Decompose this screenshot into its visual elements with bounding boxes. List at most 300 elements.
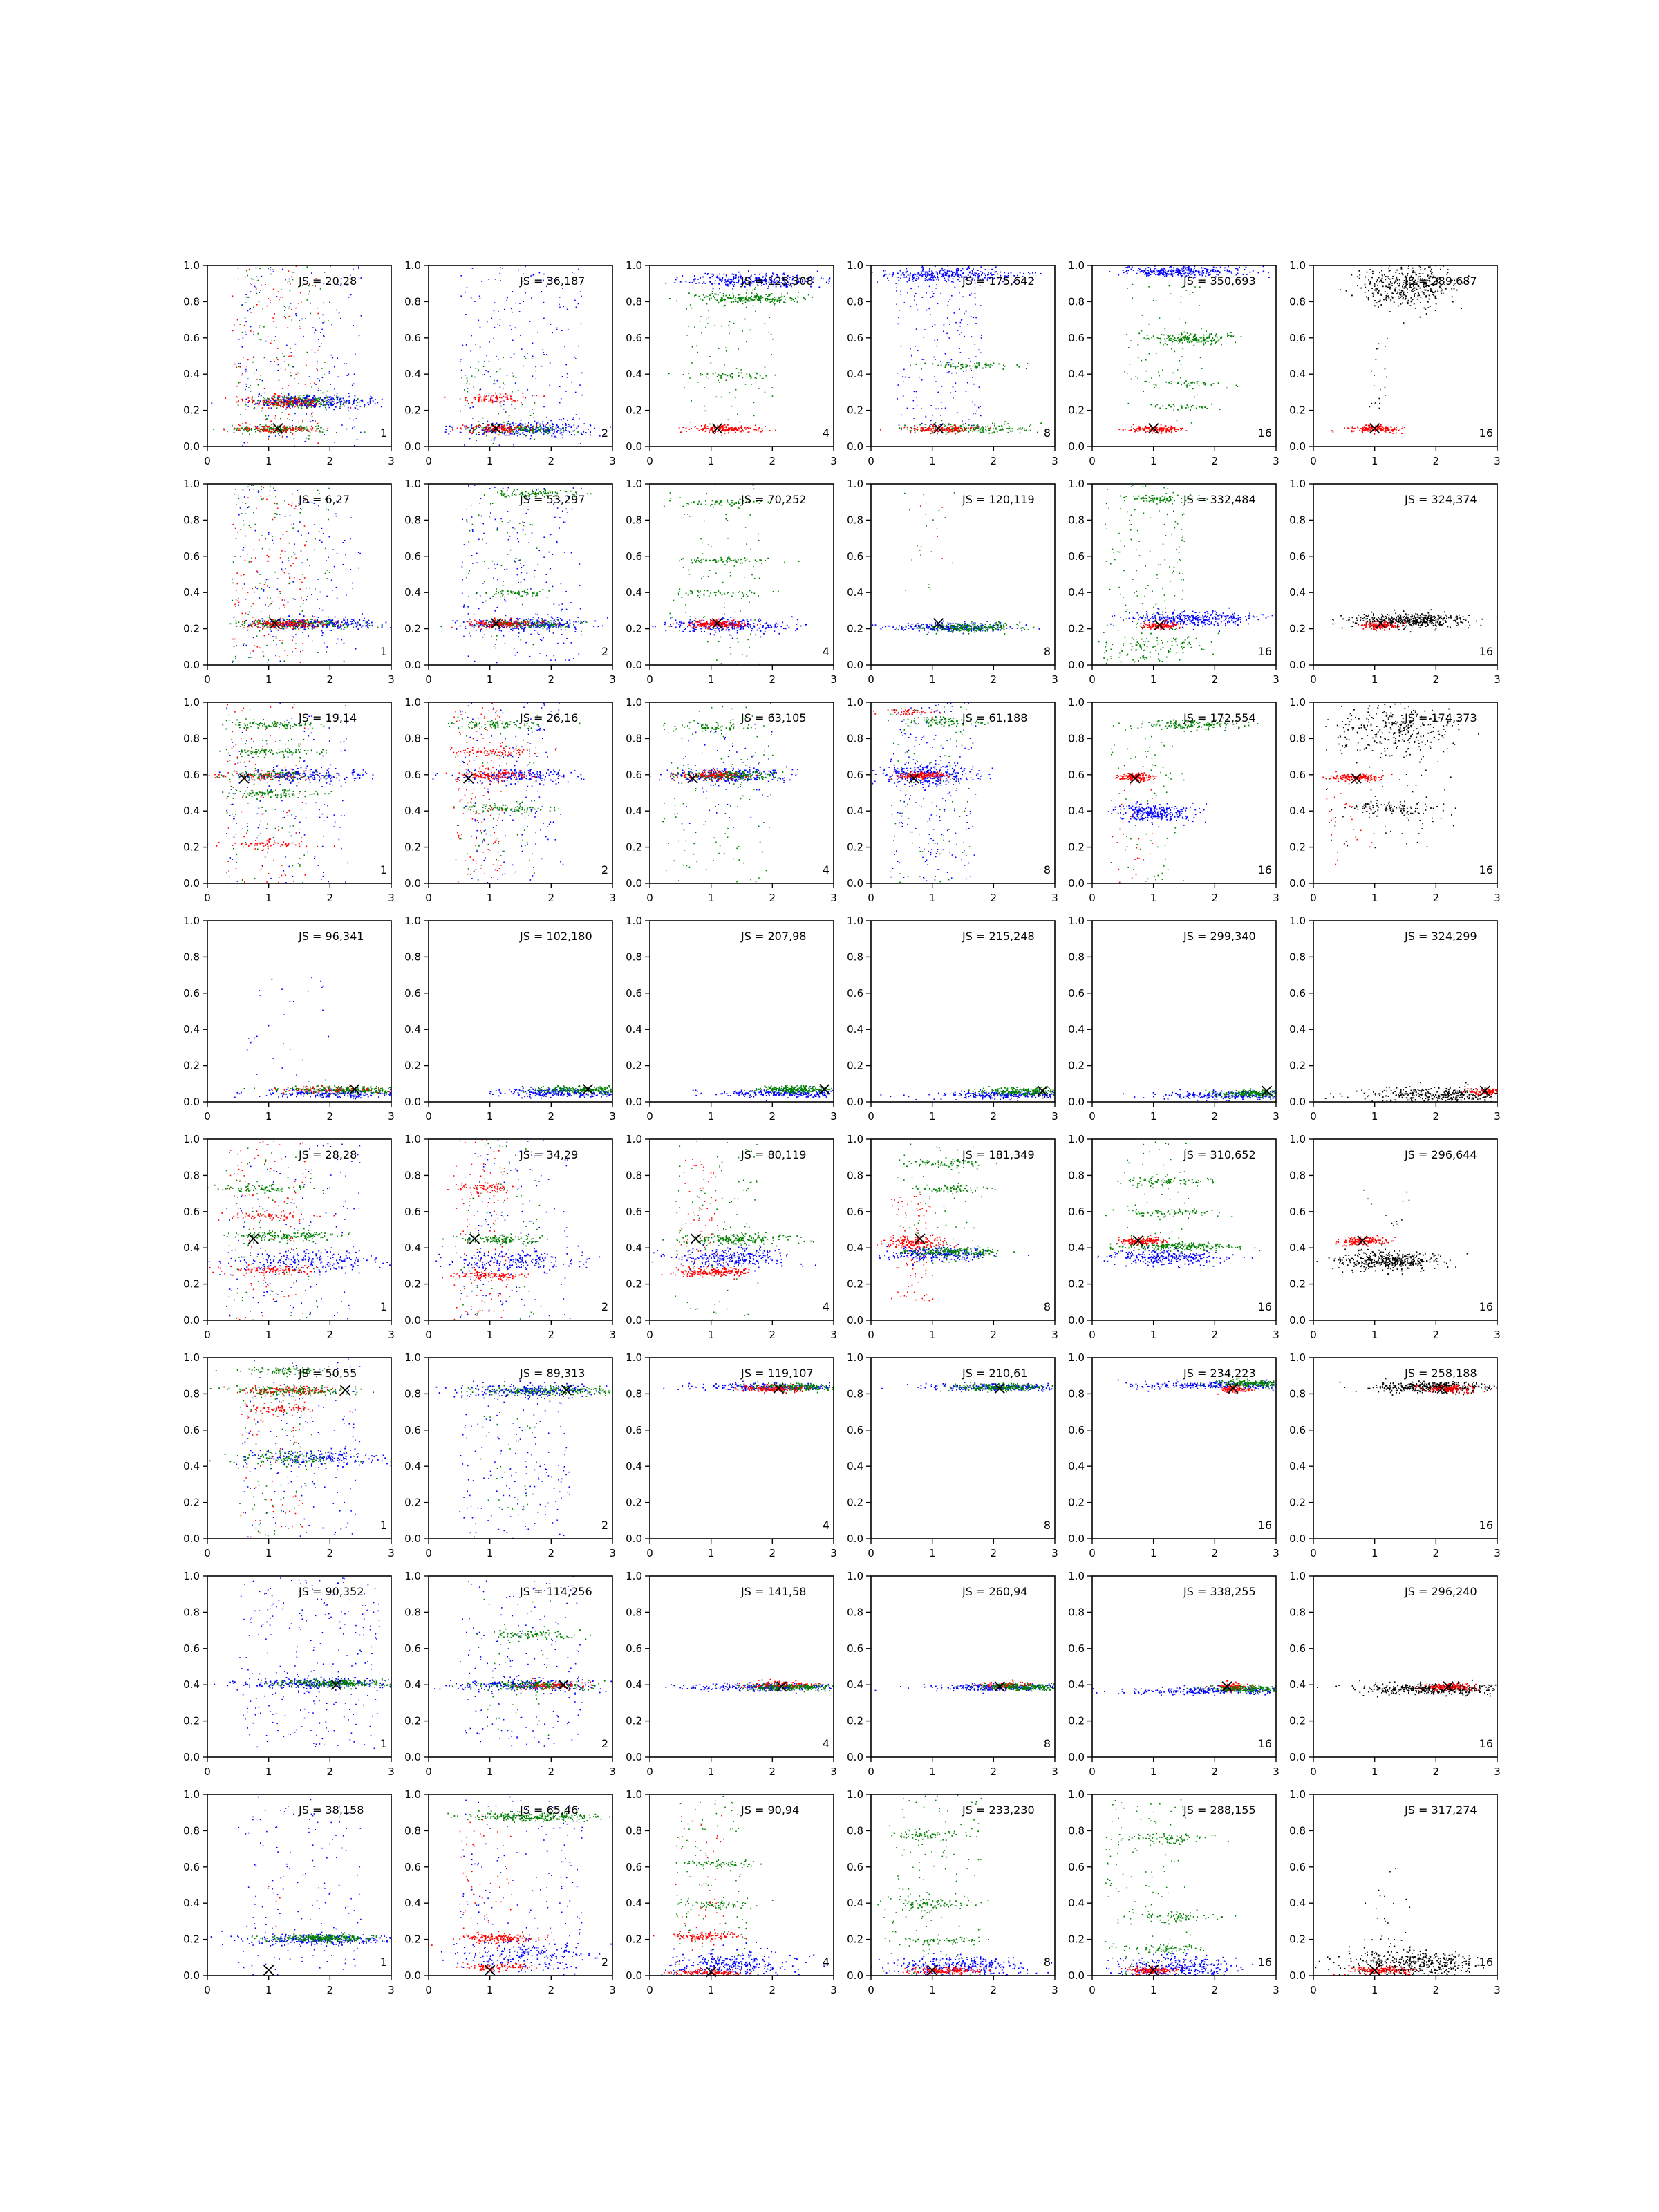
- scatter-point: [311, 406, 312, 408]
- scatter-point: [785, 299, 786, 300]
- scatter-point: [543, 352, 544, 353]
- scatter-point: [295, 344, 297, 345]
- scatter-point: [270, 343, 272, 344]
- scatter-point: [236, 396, 237, 397]
- scatter-point: [483, 366, 485, 367]
- scatter-point: [1185, 380, 1187, 382]
- scatter-point: [541, 291, 543, 292]
- scatter-point: [290, 303, 292, 304]
- scatter-point: [744, 427, 745, 429]
- scatter-point: [915, 346, 916, 347]
- scatter-point: [505, 435, 506, 436]
- scatter-point: [1141, 330, 1143, 332]
- scatter-point: [285, 427, 287, 428]
- scatter-point: [565, 429, 566, 431]
- scatter-point: [1109, 271, 1111, 272]
- scatter-point: [261, 375, 262, 376]
- scatter-point: [942, 427, 944, 429]
- scatter-point: [915, 293, 917, 294]
- scatter-point: [559, 386, 561, 388]
- scatter-point: [484, 398, 485, 400]
- scatter-point: [534, 395, 535, 396]
- scatter-point: [1215, 335, 1217, 337]
- scatter-point: [500, 319, 501, 320]
- scatter-point: [296, 315, 297, 317]
- scatter-point: [327, 430, 328, 431]
- scatter-point: [715, 294, 717, 295]
- scatter-point: [724, 374, 726, 375]
- scatter-point: [708, 310, 709, 312]
- y-tick-label: 1.0: [1068, 259, 1085, 272]
- scatter-point: [1160, 339, 1161, 340]
- scatter-point: [337, 393, 338, 394]
- scatter-point: [557, 430, 559, 431]
- scatter-point: [1203, 343, 1204, 344]
- scatter-point: [538, 427, 539, 429]
- scatter-point: [319, 403, 320, 404]
- scatter-point: [264, 398, 265, 400]
- scatter-point: [445, 429, 447, 430]
- scatter-point: [968, 427, 969, 429]
- scatter-point: [563, 418, 565, 420]
- scatter-point: [1040, 273, 1042, 274]
- scatter-point: [1204, 406, 1206, 408]
- scatter-point: [684, 387, 685, 388]
- scatter-point: [505, 411, 507, 413]
- scatter-point: [277, 359, 279, 361]
- x-tick-label: 2: [991, 455, 997, 467]
- scatter-point: [561, 433, 562, 434]
- scatter-point: [1253, 270, 1254, 272]
- scatter-point: [908, 274, 909, 276]
- scatter-point: [966, 310, 967, 312]
- scatter-point: [261, 339, 262, 341]
- scatter-point: [773, 299, 774, 300]
- scatter-point: [264, 400, 265, 402]
- scatter-point: [250, 312, 252, 313]
- scatter-point: [1000, 272, 1001, 273]
- scatter-point: [936, 272, 937, 273]
- scatter-point: [298, 422, 299, 423]
- scatter-point: [323, 402, 324, 404]
- scatter-point: [478, 434, 480, 435]
- scatter-point: [505, 384, 506, 385]
- scatter-point: [795, 298, 796, 299]
- scatter-point: [1179, 341, 1181, 343]
- scatter-point: [250, 283, 251, 284]
- scatter-point: [483, 427, 485, 428]
- scatter-point: [547, 431, 549, 433]
- scatter-point: [1365, 292, 1366, 293]
- scatter-point: [937, 346, 938, 347]
- scatter-point: [514, 427, 516, 428]
- scatter-point: [274, 400, 276, 402]
- scatter-point: [930, 420, 932, 422]
- scatter-point: [484, 361, 485, 362]
- scatter-point: [948, 371, 950, 373]
- scatter-point: [528, 430, 529, 431]
- scatter-point: [908, 377, 910, 378]
- y-tick-label: 0.8: [626, 295, 642, 308]
- scatter-point: [301, 301, 302, 303]
- y-tick-label: 0.6: [626, 332, 642, 344]
- scatter-point: [946, 364, 948, 365]
- scatter-point: [930, 297, 932, 298]
- scatter-point: [730, 376, 731, 377]
- scatter-point: [1177, 420, 1178, 422]
- scatter-point: [718, 294, 719, 296]
- scatter-point: [303, 395, 305, 396]
- scatter-point: [568, 426, 569, 427]
- scatter-point: [536, 427, 537, 428]
- scatter-point: [237, 428, 238, 429]
- y-tick-label: 1.0: [847, 259, 863, 272]
- scatter-point: [727, 424, 729, 426]
- scatter-point: [509, 326, 511, 327]
- scatter-point: [1168, 404, 1170, 406]
- scatter-point: [721, 435, 722, 436]
- scatter-point: [490, 428, 491, 429]
- scatter-point: [896, 288, 897, 289]
- scatter-point: [272, 340, 273, 341]
- scatter-point: [277, 426, 279, 427]
- scatter-point: [246, 270, 247, 272]
- scatter-point: [725, 429, 727, 430]
- scatter-point: [353, 269, 354, 270]
- scatter-point: [702, 276, 704, 278]
- scatter-point: [793, 299, 794, 301]
- scatter-point: [758, 427, 760, 429]
- scatter-point: [749, 298, 751, 299]
- scatter-point: [306, 427, 307, 428]
- y-tick-label: 0.8: [847, 295, 863, 308]
- scatter-point: [1179, 319, 1180, 320]
- scatter-point: [901, 291, 902, 292]
- scatter-point: [324, 362, 326, 363]
- scatter-point: [1154, 273, 1155, 274]
- scatter-point: [1382, 278, 1383, 279]
- scatter-point: [303, 401, 304, 402]
- scatter-point: [1407, 303, 1409, 304]
- scatter-point: [1430, 306, 1431, 307]
- scatter-point: [494, 310, 495, 312]
- scatter-point: [910, 348, 911, 350]
- scatter-point: [299, 320, 301, 321]
- scatter-point: [268, 415, 270, 417]
- scatter-point: [780, 297, 782, 298]
- scatter-point: [552, 426, 553, 427]
- scatter-point: [513, 444, 514, 446]
- scatter-point: [269, 399, 270, 400]
- scatter-point: [239, 425, 241, 427]
- scatter-point: [1367, 272, 1368, 273]
- scatter-point: [303, 427, 304, 429]
- scatter-point: [779, 301, 780, 302]
- scatter-point: [471, 433, 472, 434]
- scatter-point: [308, 438, 310, 440]
- scatter-point: [487, 424, 489, 426]
- scatter-point: [1007, 428, 1009, 429]
- scatter-point: [467, 380, 468, 382]
- scatter-point: [933, 293, 935, 294]
- scatter-point: [306, 395, 308, 397]
- scatter-point: [320, 390, 321, 391]
- scatter-point: [703, 429, 704, 430]
- scatter-point: [1185, 407, 1187, 409]
- scatter-point: [940, 415, 941, 416]
- scatter-point: [702, 374, 703, 375]
- scatter-point: [357, 398, 359, 400]
- scatter-point: [1143, 429, 1144, 430]
- scatter-point: [250, 326, 252, 328]
- scatter-point: [726, 350, 727, 352]
- scatter-point: [955, 287, 956, 288]
- scatter-point: [241, 399, 243, 400]
- scatter-point: [516, 377, 517, 378]
- scatter-point: [301, 408, 303, 409]
- scatter-point: [490, 397, 491, 399]
- scatter-point: [574, 434, 575, 435]
- scatter-point: [985, 366, 986, 368]
- scatter-point: [1374, 305, 1376, 306]
- scatter-point: [982, 431, 984, 433]
- scatter-point: [311, 404, 312, 405]
- scatter-point: [512, 430, 513, 431]
- scatter-point: [715, 299, 716, 300]
- scatter-point: [731, 298, 733, 299]
- scatter-point: [934, 376, 935, 377]
- scatter-point: [482, 401, 483, 402]
- scatter-point: [988, 364, 989, 365]
- scatter-point: [708, 428, 709, 429]
- scatter-point: [287, 406, 288, 408]
- scatter-point: [767, 288, 769, 289]
- scatter-point: [774, 297, 776, 298]
- scatter-point: [277, 399, 279, 400]
- scatter-point: [1156, 270, 1158, 271]
- scatter-point: [297, 427, 298, 428]
- scatter-point: [531, 435, 532, 437]
- scatter-point: [697, 382, 699, 383]
- scatter-point: [980, 415, 982, 417]
- scatter-point: [1152, 272, 1153, 274]
- scatter-point: [267, 306, 268, 307]
- scatter-point: [1375, 402, 1376, 404]
- scatter-point: [562, 376, 563, 377]
- scatter-point: [524, 434, 525, 435]
- scatter-point: [1132, 297, 1133, 299]
- scatter-point: [913, 418, 915, 419]
- scatter-point: [1155, 406, 1156, 408]
- scatter-point: [1189, 385, 1190, 386]
- scatter-point: [706, 377, 707, 378]
- scatter-point: [728, 420, 729, 421]
- scatter-point: [545, 429, 546, 430]
- scatter-point: [712, 293, 713, 294]
- scatter-point: [782, 296, 783, 297]
- scatter-point: [307, 352, 308, 353]
- scatter-point: [246, 427, 247, 428]
- scatter-point: [267, 398, 268, 400]
- scatter-point: [1181, 356, 1183, 357]
- scatter-point: [519, 303, 521, 304]
- scatter-point: [250, 308, 251, 310]
- scatter-point: [720, 279, 722, 280]
- scatter-point: [518, 270, 519, 271]
- scatter-point: [1186, 386, 1188, 388]
- scatter-point: [330, 400, 331, 402]
- scatter-point: [829, 281, 830, 282]
- scatter-point: [245, 373, 246, 374]
- scatter-point: [1216, 333, 1217, 335]
- scatter-point: [479, 389, 480, 391]
- scatter-point: [308, 406, 309, 407]
- scatter-point: [930, 279, 932, 280]
- scatter-point: [319, 399, 321, 400]
- scatter-point: [257, 403, 259, 404]
- scatter-point: [575, 392, 577, 393]
- scatter-point: [1009, 428, 1011, 429]
- scatter-point: [1183, 337, 1185, 339]
- scatter-point: [771, 293, 773, 294]
- scatter-point: [1162, 406, 1163, 407]
- scatter-point: [253, 362, 254, 363]
- scatter-point: [314, 398, 315, 400]
- scatter-point: [714, 433, 715, 434]
- scatter-point: [254, 373, 255, 374]
- scatter-point: [313, 395, 315, 397]
- scatter-point: [1185, 268, 1186, 269]
- scatter-point: [1171, 429, 1172, 430]
- scatter-point: [320, 397, 321, 398]
- scatter-point: [328, 404, 329, 406]
- scatter-point: [755, 296, 756, 297]
- scatter-point: [1161, 334, 1162, 335]
- scatter-point: [541, 366, 543, 367]
- corner-number: 1: [380, 427, 387, 440]
- scatter-point: [242, 332, 243, 333]
- scatter-point: [1183, 270, 1184, 272]
- js-annotation: JS = 350,693: [1183, 274, 1256, 288]
- scatter-point: [1268, 272, 1269, 274]
- scatter-point: [266, 431, 268, 432]
- scatter-point: [510, 433, 512, 435]
- scatter-point: [753, 415, 755, 417]
- scatter-point: [257, 333, 259, 335]
- scatter-point: [695, 283, 697, 284]
- scatter-point: [1165, 328, 1166, 330]
- y-tick-label: 0.6: [847, 332, 863, 344]
- scatter-point: [1206, 272, 1207, 274]
- scatter-point: [735, 428, 737, 429]
- scatter-point: [895, 283, 897, 284]
- scatter-point: [288, 399, 290, 400]
- scatter-point: [740, 294, 741, 295]
- scatter-point: [520, 429, 521, 431]
- scatter-point: [733, 282, 735, 283]
- scatter-point: [688, 373, 689, 374]
- scatter-point: [503, 429, 504, 430]
- scatter-point: [698, 296, 700, 297]
- scatter-point: [332, 404, 334, 405]
- scatter-point: [1030, 424, 1031, 426]
- scatter-point: [937, 303, 939, 305]
- scatter-point: [1203, 344, 1205, 346]
- scatter-point: [944, 324, 945, 326]
- scatter-point: [899, 427, 901, 429]
- scatter-point: [912, 281, 914, 282]
- scatter-point: [1174, 337, 1175, 338]
- scatter-point: [486, 355, 487, 357]
- scatter-point: [371, 397, 373, 399]
- scatter-point: [319, 318, 320, 319]
- scatter-point: [1379, 408, 1380, 409]
- scatter-point: [350, 418, 351, 419]
- scatter-point: [288, 282, 289, 283]
- scatter-point: [290, 427, 291, 429]
- scatter-point: [967, 268, 968, 269]
- scatter-point: [1147, 270, 1149, 271]
- scatter-point: [257, 400, 259, 402]
- scatter-point: [742, 377, 743, 378]
- scatter-point: [733, 295, 734, 297]
- scatter-point: [1235, 341, 1236, 343]
- scatter-point: [1427, 307, 1429, 308]
- scatter-point: [540, 425, 541, 427]
- scatter-point: [291, 276, 292, 278]
- scatter-point: [266, 418, 268, 420]
- scatter-point: [321, 329, 323, 330]
- scatter-point: [1383, 299, 1385, 301]
- scatter-point: [271, 397, 272, 399]
- scatter-point: [467, 377, 468, 379]
- scatter-point: [961, 426, 962, 427]
- scatter-point: [529, 411, 530, 412]
- scatter-point: [474, 377, 476, 378]
- scatter-point: [749, 374, 750, 375]
- scatter-point: [541, 427, 542, 428]
- scatter-point: [953, 278, 954, 279]
- scatter-point: [714, 294, 715, 295]
- scatter-point: [499, 427, 500, 429]
- scatter-point: [571, 434, 572, 435]
- scatter-point: [1217, 341, 1219, 342]
- scatter-point: [725, 348, 727, 349]
- scatter-point: [1161, 272, 1162, 273]
- scatter-point: [741, 297, 742, 299]
- scatter-point: [725, 427, 727, 429]
- scatter-point: [1385, 368, 1386, 370]
- scatter-point: [282, 353, 283, 354]
- scatter-point: [912, 279, 914, 280]
- scatter-point: [306, 402, 307, 403]
- scatter-point: [326, 400, 327, 402]
- scatter-point: [1357, 276, 1358, 277]
- scatter-point: [334, 395, 335, 396]
- scatter-point: [322, 377, 324, 379]
- scatter-point: [299, 430, 300, 431]
- scatter-point: [1138, 344, 1139, 346]
- scatter-point: [691, 428, 692, 429]
- scatter-point: [929, 268, 930, 270]
- x-tick-label: 0: [1089, 455, 1096, 467]
- scatter-point: [1258, 272, 1259, 274]
- scatter-point: [353, 384, 355, 385]
- scatter-point: [1000, 429, 1002, 431]
- y-tick-label: 0.6: [404, 332, 421, 344]
- scatter-point: [545, 426, 546, 427]
- scatter-point: [1194, 268, 1195, 269]
